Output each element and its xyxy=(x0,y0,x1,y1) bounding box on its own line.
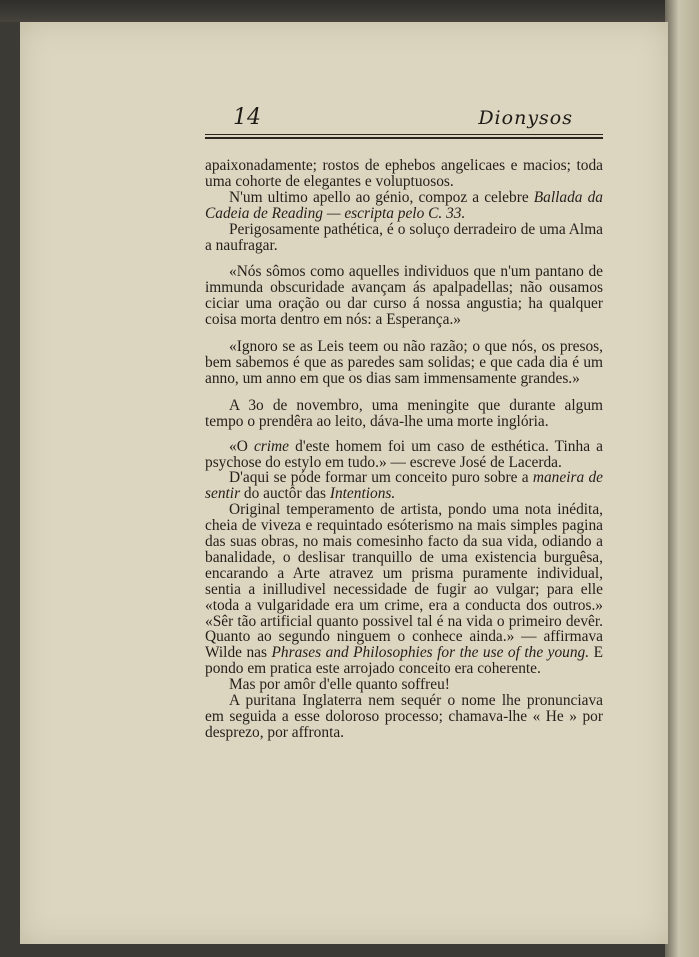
emphasis: crime xyxy=(253,437,289,455)
paragraph: Mas por amôr d'elle quanto soffreu! xyxy=(229,676,450,694)
work-title: Intentions. xyxy=(329,485,396,503)
paragraph: A puritana Inglaterra nem sequér o nome lhe pronunciava em seguida a esse doloroso processo; chamava-lhe « He » por desprezo, por affronta. xyxy=(205,692,603,741)
adjacent-page-edge xyxy=(665,0,699,957)
paragraph: Perigosamente pathética, é o soluço derradeiro de uma Alma a naufragar. xyxy=(205,220,603,254)
paragraph xyxy=(205,190,603,222)
paragraph-text: Original temperamento de artista, pondo uma nota inédita, cheia de viveza e requintado esóterismo na mais simples pagina das suas obras, no mais comesinho facto da sua vida, odiando a banalidade, o deslisar tranquillo de uma existencia burguêsa, encarando a Arte atravez um prisma puramente individual, sentia a inilludivel necessidade de fugir ao vulgar; para elle «toda a vulgaridade era um crime, era a conducta dos outros.» «Sêr tão artificial quanto possivel tal é na vida o primeiro devêr. Quanto ao segundo ninguem o conhece ainda.» — affirmava Wilde nas xyxy=(205,501,603,662)
paragraph xyxy=(205,502,603,677)
paragraph-text: «O xyxy=(229,437,254,455)
running-head: Dionysos xyxy=(478,107,573,129)
paragraph xyxy=(205,470,603,502)
paragraph-text: D'aqui se póde formar um conceito puro sobre a xyxy=(229,469,533,487)
page-header xyxy=(205,105,603,135)
emphasis: maneira de sentir xyxy=(205,469,603,503)
paragraph: apaixonadamente; rostos de ephebos angelicaes e macios; toda uma cohorte de elegantes e voluptuosos. xyxy=(205,157,603,190)
quote-paragraph: «Ignoro se as Leis teem ou não razão; o que nós, os presos, bem sabemos é que as paredes sam solidas; e que cada dia é um anno, um anno em que os dias sam immensamente grandes.» xyxy=(205,338,603,387)
paragraph-text: do auctôr das xyxy=(240,485,330,503)
work-title: Phrases and Philosophies for the use of the young. xyxy=(271,644,590,662)
page-number: 14 xyxy=(233,105,261,130)
paragraph-text: E pondo em pratica este arrojado conceito era coherente. xyxy=(205,644,603,678)
work-title: Ballada da Cadeia de Reading — escripta pelo C. 33. xyxy=(205,188,603,222)
body-text xyxy=(205,158,603,741)
paragraph: A 3o de novembro, uma meningite que durante algum tempo o prendêra ao leito, dáva-lhe uma morte inglória. xyxy=(205,396,603,430)
header-rule-thick xyxy=(205,137,603,139)
paragraph-text: N'um ultimo apello ao génio, compoz a celebre xyxy=(229,188,534,206)
header-rule-thin xyxy=(205,134,603,135)
paragraph xyxy=(205,439,603,471)
scan-top-border xyxy=(0,0,699,22)
paragraph-text: d'este homem foi um caso de esthética. Tinha a psychose do estylo em tudo.» — escreve José de Lacerda. xyxy=(205,437,603,471)
quote-paragraph: «Nós sômos como aquelles individuos que n'um pantano de immunda obscuridade avançam ás apalpadellas; não ousamos ciciar uma oração ou dar curso á nossa angustia; ha qualquer coisa morta dentro em nós: a Esperança.» xyxy=(205,263,603,329)
